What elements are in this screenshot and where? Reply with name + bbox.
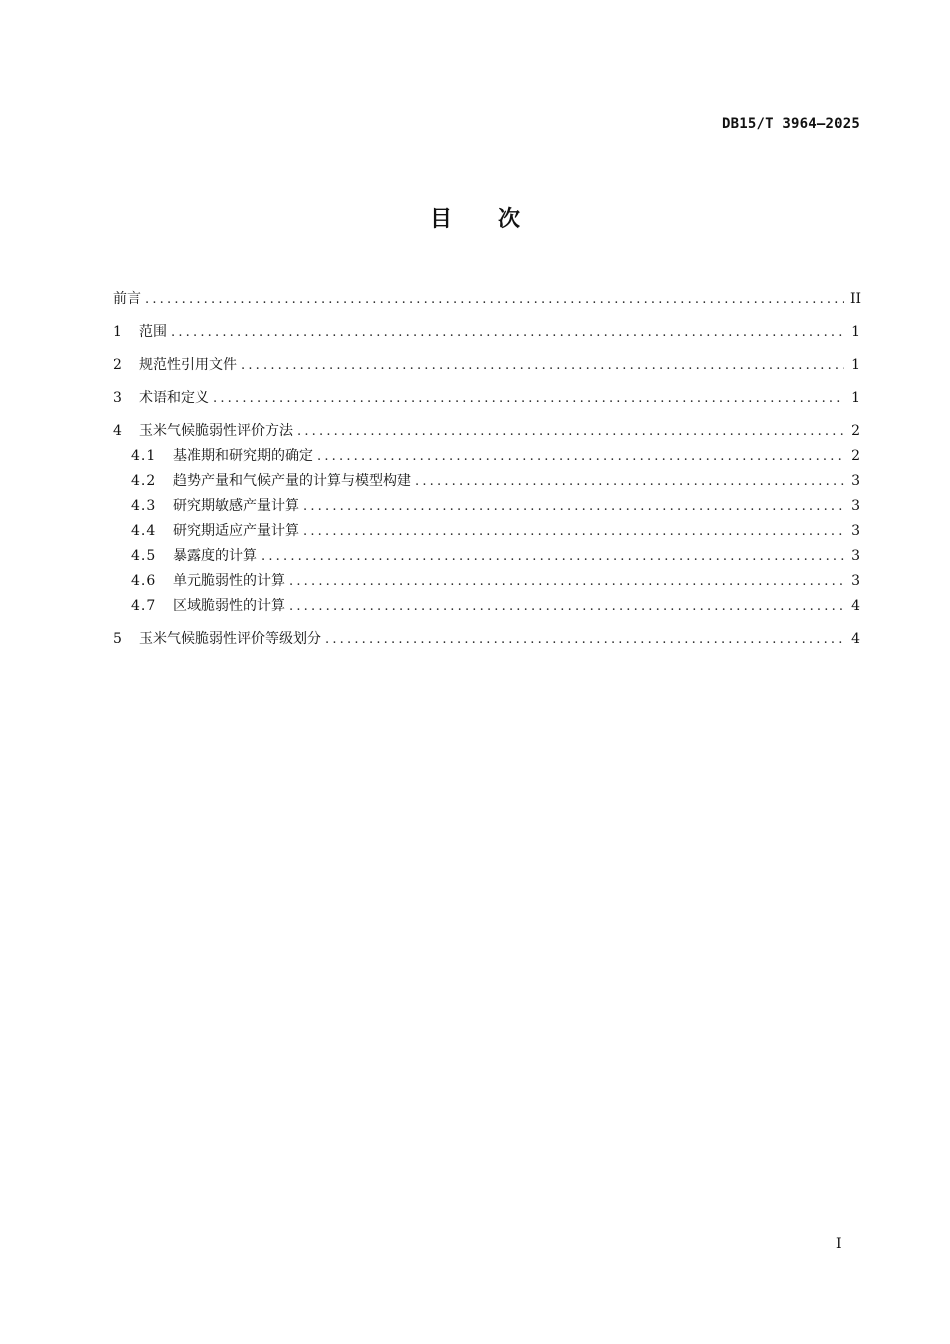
toc-number: 4.3 bbox=[131, 498, 157, 514]
toc-leader-dots bbox=[317, 446, 844, 468]
title-part-1: 目 bbox=[429, 207, 452, 232]
toc-label: 规范性引用文件 bbox=[139, 357, 237, 373]
toc-number: 4.4 bbox=[131, 523, 157, 539]
toc-page-number: 1 bbox=[851, 357, 860, 373]
toc-entry-4-4[interactable] bbox=[113, 520, 860, 543]
page-number: I bbox=[836, 1236, 842, 1252]
toc-page-number: 1 bbox=[851, 324, 860, 340]
toc-label: 趋势产量和气候产量的计算与模型构建 bbox=[173, 473, 411, 489]
toc-leader-dots bbox=[303, 521, 844, 543]
table-of-contents bbox=[113, 288, 860, 651]
toc-leader-dots bbox=[297, 421, 844, 443]
toc-number: 1 bbox=[113, 324, 122, 340]
toc-label: 研究期敏感产量计算 bbox=[173, 498, 299, 514]
toc-entry-foreword[interactable] bbox=[113, 288, 860, 311]
toc-label: 前言 bbox=[113, 291, 141, 307]
toc-page-number: 3 bbox=[851, 573, 860, 589]
toc-entry-4-3[interactable] bbox=[113, 495, 860, 518]
toc-number: 4.1 bbox=[131, 448, 157, 464]
toc-entry-1[interactable] bbox=[113, 321, 860, 344]
toc-entry-4-1[interactable] bbox=[113, 445, 860, 468]
toc-label: 基准期和研究期的确定 bbox=[173, 448, 313, 464]
toc-leader-dots bbox=[303, 496, 844, 518]
toc-page-number: 3 bbox=[851, 498, 860, 514]
toc-entry-4-6[interactable] bbox=[113, 570, 860, 593]
toc-leader-dots bbox=[171, 322, 844, 344]
toc-entry-4-5[interactable] bbox=[113, 545, 860, 568]
toc-page-number: 1 bbox=[851, 390, 860, 406]
toc-label: 玉米气候脆弱性评价方法 bbox=[139, 423, 293, 439]
toc-number: 5 bbox=[113, 631, 122, 647]
toc-page-number: 4 bbox=[851, 631, 860, 647]
toc-page-number: 4 bbox=[851, 598, 860, 614]
title-part-2: 次 bbox=[498, 207, 521, 232]
document-code: DB15/T 3964—2025 bbox=[721, 116, 860, 132]
toc-label: 研究期适应产量计算 bbox=[173, 523, 299, 539]
toc-entry-4-7[interactable] bbox=[113, 595, 860, 618]
toc-entry-4-2[interactable] bbox=[113, 470, 860, 493]
toc-label: 暴露度的计算 bbox=[173, 548, 257, 564]
toc-label: 术语和定义 bbox=[139, 390, 209, 406]
toc-label: 玉米气候脆弱性评价等级划分 bbox=[139, 631, 321, 647]
page-title bbox=[0, 202, 950, 233]
toc-label: 单元脆弱性的计算 bbox=[173, 573, 285, 589]
toc-label: 区域脆弱性的计算 bbox=[173, 598, 285, 614]
toc-number: 4 bbox=[113, 423, 122, 439]
toc-page-number: II bbox=[850, 291, 862, 307]
toc-page-number: 2 bbox=[851, 423, 860, 439]
toc-label: 范围 bbox=[139, 324, 167, 340]
toc-leader-dots bbox=[261, 546, 844, 568]
toc-entry-5[interactable] bbox=[113, 628, 860, 651]
toc-leader-dots bbox=[213, 388, 844, 410]
toc-leader-dots bbox=[289, 596, 844, 618]
toc-entry-3[interactable] bbox=[113, 387, 860, 410]
toc-leader-dots bbox=[325, 629, 844, 651]
toc-number: 4.5 bbox=[131, 548, 157, 564]
toc-leader-dots bbox=[145, 289, 844, 311]
toc-number: 3 bbox=[113, 390, 122, 406]
toc-page-number: 3 bbox=[851, 523, 860, 539]
toc-leader-dots bbox=[415, 471, 844, 493]
toc-number: 4.6 bbox=[131, 573, 157, 589]
toc-page-number: 2 bbox=[851, 448, 860, 464]
toc-page-number: 3 bbox=[851, 473, 860, 489]
toc-number: 2 bbox=[113, 357, 122, 373]
toc-entry-2[interactable] bbox=[113, 354, 860, 377]
toc-leader-dots bbox=[289, 571, 844, 593]
toc-entry-4[interactable] bbox=[113, 420, 860, 443]
toc-page-number: 3 bbox=[851, 548, 860, 564]
toc-number: 4.7 bbox=[131, 598, 157, 614]
toc-leader-dots bbox=[241, 355, 844, 377]
toc-number: 4.2 bbox=[131, 473, 157, 489]
